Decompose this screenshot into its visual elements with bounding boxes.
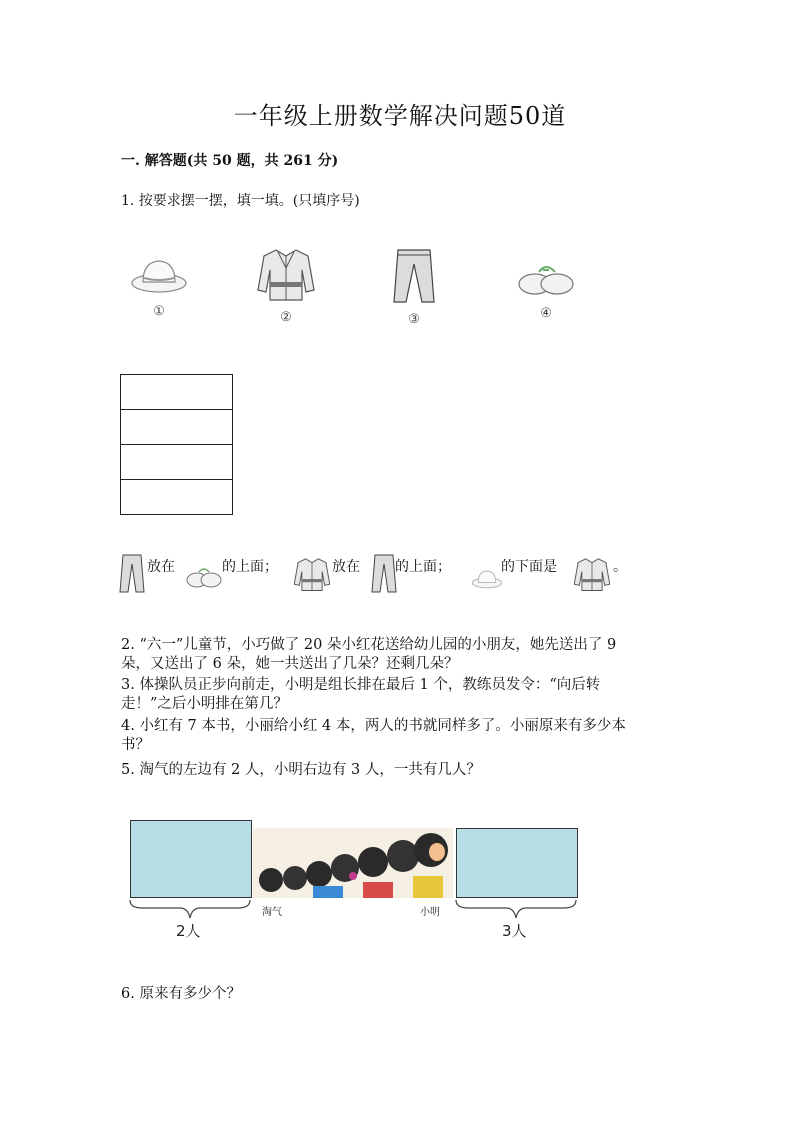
fill-sentence	[119, 550, 639, 598]
pants-icon	[119, 554, 145, 594]
page-title: 一年级上册数学解决问题50道	[233, 102, 567, 130]
count-brackets	[128, 898, 588, 922]
hat-icon	[469, 566, 505, 590]
question-1-text: 1. 按要求摆一摆，填一填。(只填序号)	[121, 193, 360, 209]
item-3-label: ③	[408, 312, 420, 327]
stack-box[interactable]	[121, 375, 232, 409]
section-heading: 一. 解答题(共 50 题，共 261 分)	[121, 153, 339, 169]
pants-icon	[388, 248, 440, 304]
jacket-icon	[573, 554, 611, 594]
sentence-shang-2: 的上面；	[395, 559, 451, 575]
stacking-boxes	[120, 374, 233, 515]
question-4-line-2: 书？	[121, 737, 150, 753]
sentence-shang-1: 的上面；	[222, 559, 278, 575]
children-queue-illustration	[253, 828, 453, 898]
question-2-line-1: 2. “六一”儿童节，小巧做了 20 朵小红花送给幼儿园的小朋友，她先送出了 9	[121, 637, 617, 653]
item-pants	[385, 248, 443, 327]
item-jacket	[254, 246, 318, 325]
item-2-label: ②	[280, 310, 292, 325]
item-4-label: ④	[540, 306, 552, 321]
question-2-line-2: 朵，又送出了 6 朵，她一共送出了几朵？还剩几朵？	[121, 656, 459, 672]
hat-icon	[129, 252, 189, 296]
question-5-text: 5. 淘气的左边有 2 人，小明右边有 3 人，一共有几人？	[121, 762, 481, 778]
question-6-text: 6. 原来有多少个？	[121, 986, 241, 1002]
shoes-icon	[185, 564, 223, 590]
sentence-end: 。	[613, 559, 627, 575]
jacket-icon	[256, 246, 316, 302]
right-answer-box[interactable]	[456, 828, 578, 898]
sentence-fang-2: 放在	[332, 559, 360, 575]
pants-icon	[371, 554, 397, 594]
item-shoes	[514, 258, 578, 321]
stack-box[interactable]	[121, 444, 232, 479]
left-count-label: 2人	[176, 922, 201, 940]
sentence-xia: 的下面是	[501, 559, 557, 575]
item-hat	[128, 252, 190, 319]
right-count-label: 3人	[502, 922, 527, 940]
item-1-label: ①	[153, 304, 165, 319]
xiaoming-label: 小明	[420, 907, 440, 918]
left-answer-box[interactable]	[130, 820, 252, 898]
shoes-icon	[515, 258, 577, 298]
taoqi-label: 淘气	[262, 907, 282, 918]
stack-box[interactable]	[121, 409, 232, 444]
question-3-line-2: 走！”之后小明排在第几？	[121, 696, 288, 712]
stack-box[interactable]	[121, 479, 232, 514]
question-3-line-1: 3. 体操队员正步向前走，小明是组长排在最后 1 个，教练员发令：“向后转	[121, 677, 601, 693]
jacket-icon	[293, 554, 331, 594]
question-4-line-1: 4. 小红有 7 本书，小丽给小红 4 本，两人的书就同样多了。小丽原来有多少本	[121, 718, 626, 734]
sentence-fang-1: 放在	[147, 559, 175, 575]
